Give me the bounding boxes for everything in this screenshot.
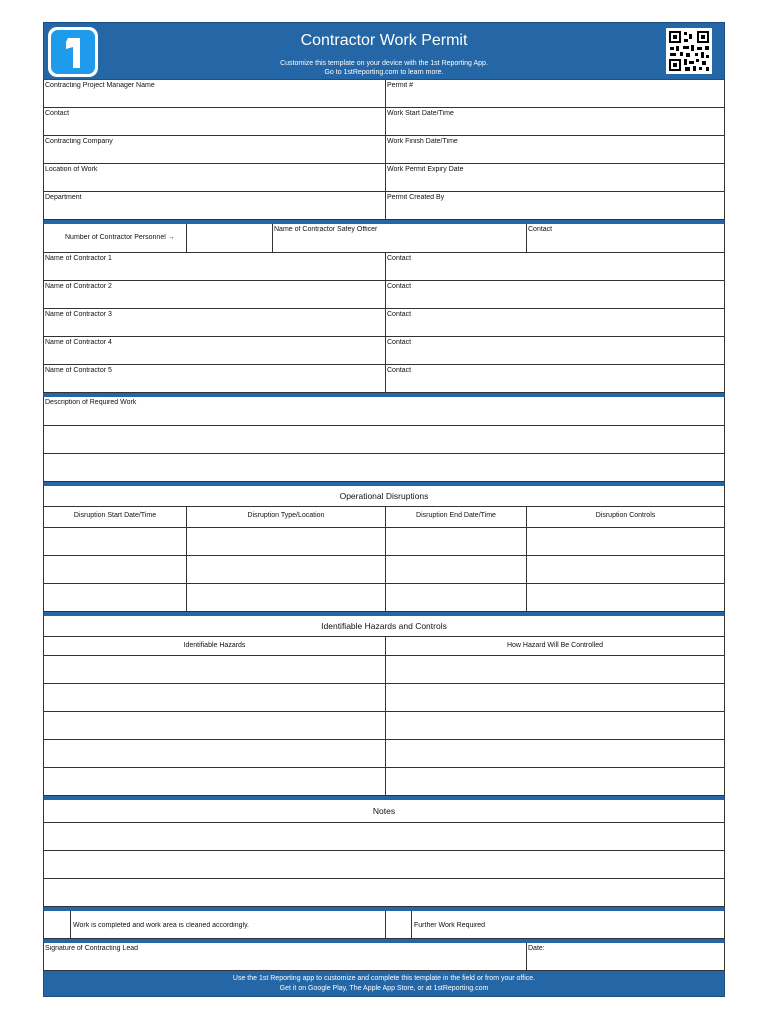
contractor-contact-field[interactable] <box>385 309 724 336</box>
field-label: Name of Contractor 5 <box>45 367 112 374</box>
signature-field[interactable] <box>44 943 526 970</box>
notes-title: Notes <box>372 806 396 816</box>
notes-row <box>44 850 724 878</box>
column-header: Disruption Start Date/Time <box>73 512 157 519</box>
table-header-row <box>44 636 724 655</box>
field-label: Work Start Date/Time <box>387 110 454 117</box>
contractor-contact-field[interactable] <box>385 365 724 392</box>
column-header: Identifiable Hazards <box>183 642 246 649</box>
field-label: Date: <box>528 945 545 952</box>
contractor-row <box>44 252 724 280</box>
table-row <box>44 555 724 583</box>
signature-section <box>43 943 725 971</box>
contractor-name-field[interactable] <box>44 309 385 336</box>
personnel-count-label: Number of Contractor Personnel → <box>65 234 175 241</box>
table-cell[interactable] <box>385 556 526 583</box>
personnel-count-field[interactable] <box>186 224 272 252</box>
section-title-row <box>44 800 724 822</box>
hazards-section <box>43 616 725 796</box>
contractor-row <box>44 364 724 392</box>
field-label: Name of Contractor 2 <box>45 283 112 290</box>
permit-number-field[interactable] <box>385 80 724 107</box>
table-cell[interactable] <box>44 528 186 555</box>
field-label: Department <box>45 194 82 201</box>
work-completed-label: Work is completed and work area is cleaned accordingly. <box>73 922 249 929</box>
field-label: Name of Contractor 1 <box>45 255 112 262</box>
field-label: Work Finish Date/Time <box>387 138 458 145</box>
contractor-row <box>44 336 724 364</box>
header-subtitle <box>44 59 724 77</box>
field-label: Name of Contractor Safey Officer <box>274 226 378 233</box>
contractor-name-field[interactable] <box>44 281 385 308</box>
safety-officer-field[interactable] <box>272 224 526 252</box>
contractor-name-field[interactable] <box>44 365 385 392</box>
department-field[interactable] <box>44 192 385 219</box>
table-cell[interactable] <box>526 528 724 555</box>
contractor-contact-field[interactable] <box>385 281 724 308</box>
general-row <box>44 107 724 135</box>
hazard-field[interactable] <box>44 684 385 711</box>
personnel-count-label-cell <box>44 224 186 252</box>
field-label: Contact <box>528 226 553 233</box>
table-row <box>44 655 724 683</box>
general-row <box>44 80 724 107</box>
hazard-field[interactable] <box>44 768 385 795</box>
table-header-row <box>44 506 724 527</box>
completion-section <box>43 911 725 939</box>
header-subtitle-line1: Customize this template on your device with the 1st Reporting App. <box>280 60 488 67</box>
description-section <box>43 397 725 482</box>
hazard-control-field[interactable] <box>385 656 724 683</box>
general-info-section <box>43 80 725 220</box>
qr-code-icon <box>666 28 712 74</box>
hazard-control-field[interactable] <box>385 684 724 711</box>
disruptions-section <box>43 486 725 612</box>
hazard-field[interactable] <box>44 740 385 767</box>
field-label: Location of Work <box>45 166 98 173</box>
table-cell[interactable] <box>385 584 526 611</box>
field-label: Name of Contractor 3 <box>45 311 112 318</box>
table-cell[interactable] <box>186 584 385 611</box>
work-completed-checkbox[interactable] <box>44 911 70 938</box>
further-work-label-cell <box>411 911 724 938</box>
field-label: Permit Created By <box>387 194 445 201</box>
column-header: Disruption End Date/Time <box>385 507 526 527</box>
contractor-contact-field[interactable] <box>385 337 724 364</box>
field-label: Description of Required Work <box>45 399 137 406</box>
personnel-section <box>43 224 725 393</box>
contractor-work-permit-form <box>43 22 725 997</box>
contracting-company-field[interactable] <box>44 136 385 163</box>
description-row <box>44 397 724 425</box>
hazard-control-field[interactable] <box>385 712 724 739</box>
notes-row <box>44 822 724 850</box>
general-row <box>44 163 724 191</box>
field-label: Contracting Project Manager Name <box>45 82 155 89</box>
field-label: Contracting Company <box>45 138 113 145</box>
description-line[interactable] <box>44 454 724 481</box>
column-header: How Hazard Will Be Controlled <box>385 637 724 655</box>
table-cell[interactable] <box>526 556 724 583</box>
description-row <box>44 453 724 481</box>
table-cell[interactable] <box>186 556 385 583</box>
table-row <box>44 527 724 555</box>
field-label: Signature of Contracting Lead <box>45 945 139 952</box>
table-cell[interactable] <box>44 584 186 611</box>
hazard-field[interactable] <box>44 712 385 739</box>
table-cell[interactable] <box>44 556 186 583</box>
further-work-checkbox[interactable] <box>385 911 411 938</box>
hazard-control-field[interactable] <box>385 768 724 795</box>
footer-line2: Get it on Google Play, The Apple App Store, or at 1stReporting.com <box>279 985 489 992</box>
table-cell[interactable] <box>186 528 385 555</box>
notes-line[interactable] <box>44 851 724 878</box>
work-completed-label-cell <box>70 911 385 938</box>
field-label: Contact <box>45 110 70 117</box>
contractor-row <box>44 280 724 308</box>
footer-line1: Use the 1st Reporting app to customize and complete this template in the field or from your office. <box>232 975 536 982</box>
section-title-row <box>44 616 724 636</box>
permit-created-by-field[interactable] <box>385 192 724 219</box>
column-header: Disruption Type/Location <box>186 507 385 527</box>
description-line[interactable] <box>44 426 724 453</box>
form-title: Contractor Work Permit <box>300 32 468 49</box>
description-row <box>44 425 724 453</box>
field-label: Contact <box>387 255 412 262</box>
personnel-count-row <box>44 224 724 252</box>
header-subtitle-line2: Go to 1stReporting.com to learn more. <box>324 69 444 76</box>
completion-row <box>44 911 724 938</box>
permit-expiry-field[interactable] <box>385 164 724 191</box>
hazard-field[interactable] <box>44 656 385 683</box>
notes-line[interactable] <box>44 823 724 850</box>
field-label: Contact <box>387 367 412 374</box>
contractor-name-field[interactable] <box>44 253 385 280</box>
general-row <box>44 191 724 219</box>
table-cell[interactable] <box>385 528 526 555</box>
signature-date-field[interactable] <box>526 943 724 970</box>
field-label: Contact <box>387 339 412 346</box>
contractor-contact-field[interactable] <box>385 253 724 280</box>
table-row <box>44 767 724 795</box>
form-header <box>43 22 725 80</box>
field-label: Name of Contractor 4 <box>45 339 112 346</box>
table-row <box>44 683 724 711</box>
work-finish-field[interactable] <box>385 136 724 163</box>
general-row <box>44 135 724 163</box>
work-start-field[interactable] <box>385 108 724 135</box>
manager-contact-field[interactable] <box>44 108 385 135</box>
disruptions-title: Operational Disruptions <box>339 491 429 501</box>
hazard-control-field[interactable] <box>385 740 724 767</box>
field-label: Permit # <box>387 82 414 89</box>
description-field[interactable] <box>44 397 724 425</box>
table-row <box>44 711 724 739</box>
notes-row <box>44 878 724 906</box>
section-title-row <box>44 486 724 506</box>
table-row <box>44 583 724 611</box>
field-label: Contact <box>387 311 412 318</box>
field-label: Work Permit Expiry Date <box>387 166 464 173</box>
field-label: Contact <box>387 283 412 290</box>
hazards-title: Identifiable Hazards and Controls <box>321 621 447 631</box>
column-header: Disruption Controls <box>526 507 724 527</box>
further-work-label: Further Work Required <box>414 922 486 929</box>
contractor-row <box>44 308 724 336</box>
contractor-name-field[interactable] <box>44 337 385 364</box>
form-footer <box>43 971 725 997</box>
signature-row <box>44 943 724 970</box>
notes-section <box>43 800 725 907</box>
notes-line[interactable] <box>44 879 724 906</box>
table-cell[interactable] <box>526 584 724 611</box>
safety-officer-contact-field[interactable] <box>526 224 724 252</box>
project-manager-name-field[interactable] <box>44 80 385 107</box>
table-row <box>44 739 724 767</box>
location-of-work-field[interactable] <box>44 164 385 191</box>
